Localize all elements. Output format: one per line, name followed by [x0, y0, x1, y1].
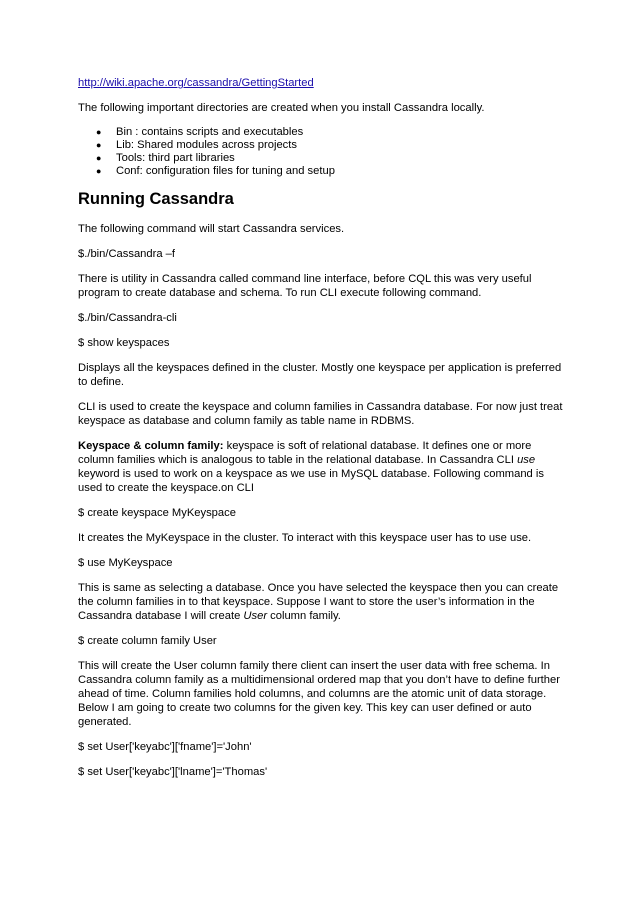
keyspace-paragraph: Keyspace & column family: keyspace is soft of relational database. It defines one or more column families which is analogous to table in the relational database. In Cassandra CLI use keyword is used to work on a keyspace as we use in MySQL database. Following command is used to create the keyspace.on CLI: [78, 440, 544, 494]
command-set-fname: $ set User['keyabc']['fname']='John': [78, 741, 252, 753]
treat-paragraph: CLI is used to create the keyspace and column families in Cassandra database. For now just treat keyspace as database and column family as table name in RDBMS.: [78, 401, 563, 427]
document-body: [78, 76, 568, 790]
list-item: ● Conf: configuration files for tuning and setup: [96, 165, 335, 177]
start-paragraph: The following command will start Cassandra services.: [78, 223, 345, 235]
user-paragraph: This will create the User column family there client can insert the user data with free schema. In Cassandra column family as a multidimensional ordered map that you don’t have to define further ahead of time. Column families hold columns, and columns are the atomic unit of data storage. Below I am going to create two columns for the given key. This key can user defined or auto generated.: [78, 660, 560, 728]
bullet-icon: ●: [96, 127, 102, 137]
section-heading: Running Cassandra: [78, 190, 234, 208]
command-set-lname: $ set User['keyabc']['lname']='Thomas': [78, 766, 268, 778]
getting-started-link[interactable]: http://wiki.apache.org/cassandra/GettingStarted: [78, 77, 314, 89]
keyspace-label: Keyspace & column family:: [78, 440, 224, 452]
bullet-icon: ●: [96, 153, 102, 163]
creates-paragraph: It creates the MyKeyspace in the cluster. To interact with this keyspace user has to use use.: [78, 532, 532, 544]
bullet-icon: ●: [96, 140, 102, 150]
list-item: ● Bin : contains scripts and executables: [96, 126, 304, 138]
list-item: ● Lib: Shared modules across projects: [96, 139, 297, 151]
bullet-icon: ●: [96, 166, 102, 176]
command-create-keyspace: $ create keyspace MyKeyspace: [78, 507, 236, 519]
cli-paragraph: There is utility in Cassandra called command line interface, before CQL this was very useful program to create database and schema. To run CLI execute following command.: [78, 273, 532, 299]
intro-paragraph: The following important directories are created when you install Cassandra locally.: [78, 102, 485, 114]
command-start: $./bin/Cassandra –f: [78, 248, 176, 260]
directory-list: [78, 126, 568, 178]
command-create-column-family: $ create column family User: [78, 635, 217, 647]
selecting-paragraph: This is same as selecting a database. Once you have selected the keyspace then you can create the column families in to that keyspace. Suppose I want to store the user’s information in the Cassandra database I will create User column family.: [78, 582, 559, 622]
list-item: ● Tools: third part libraries: [96, 152, 235, 164]
display-paragraph: Displays all the keyspaces defined in the cluster. Mostly one keyspace per application is preferred to define.: [78, 362, 562, 388]
command-cli: $./bin/Cassandra-cli: [78, 312, 177, 324]
command-use-keyspace: $ use MyKeyspace: [78, 557, 173, 569]
command-show-keyspaces: $ show keyspaces: [78, 337, 170, 349]
